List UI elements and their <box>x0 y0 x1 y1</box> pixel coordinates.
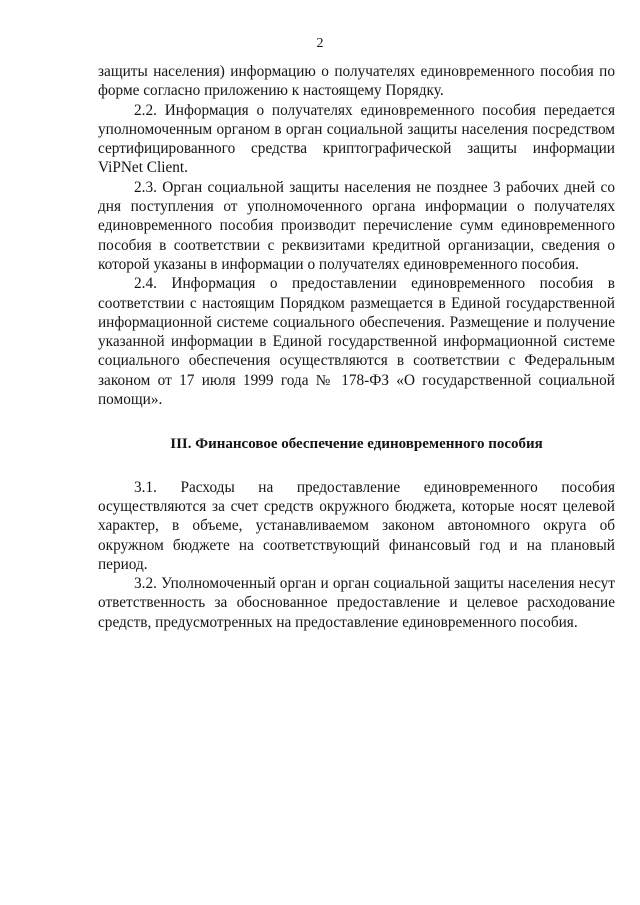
section-title: III. Финансовое обеспечение единовременного пособия <box>170 436 543 453</box>
paragraph-2-3: 2.3. Орган социальной защиты населения не позднее 3 рабочих дней со дня поступления от уполномоченного органа информации о получателях единовременного пособия производит перечисление сумм единовременного пособия в соответствии с реквизитами кредитной организации, сведения о которой указаны в информации о получателях единовременного пособия. <box>98 178 615 273</box>
paragraph-2-4: 2.4. Информация о предоставлении единовременного пособия в соответствии с настоящим Порядком размещается в Единой государственной информационной системе социального обеспечения. Размещение и получение указанной информации в Единой государственной информационной системе социального обеспечения осуществляются в соответствии с Федеральным законом от 17 июля 1999 года № 178-ФЗ «О государственной социальной помощи». <box>98 275 615 409</box>
paragraph-3-2: 3.2. Уполномоченный орган и орган социальной защиты населения несут ответственность за обоснованное предоставление и целевое расходование средств, предусмотренных на предоставление единовременного пособия. <box>98 575 615 631</box>
document-body <box>98 62 615 632</box>
paragraph-2-2: 2.2. Информация о получателях единовременного пособия передается уполномоченным органом в орган социальной защиты населения посредством сертифицированного средства криптографической защиты информации ViPNet Client. <box>98 101 615 177</box>
paragraph-continuation: защиты населения) информацию о получателях единовременного пособия по форме согласно приложению к настоящему Порядку. <box>98 63 615 100</box>
paragraph-3-1: 3.1. Расходы на предоставление единовременного пособия осуществляются за счет средств окружного бюджета, которые носят целевой характер, в объеме, устанавливаемом законом автономного округа об окружном бюджете на соответствующий финансовый год и на плановый период. <box>98 478 615 573</box>
page-number: 2 <box>316 36 324 51</box>
